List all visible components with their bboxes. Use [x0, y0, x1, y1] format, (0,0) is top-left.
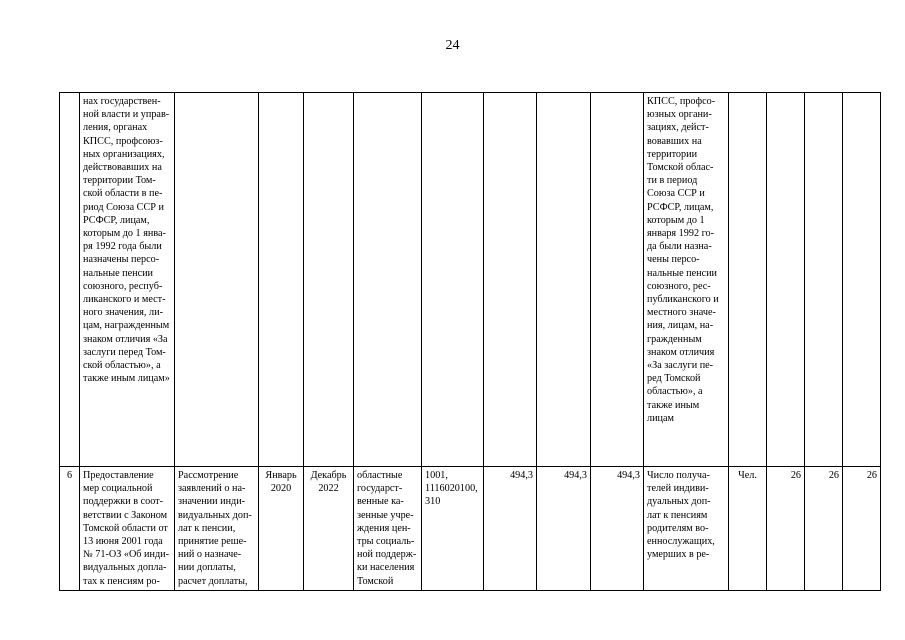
cell-end: Декабрь 2022: [304, 467, 354, 591]
table-row: [60, 467, 881, 591]
cell-name: нах государствен- ной власти и управ- ления, органах КПСС, профсоюз- ных организациях, действовавших на территории Том- ской области в пе- риод Союза ССР и РСФСР, лицам, которым до 1 янва- ря 1992 года были назначены персо- нальные пенсии союзного, респуб- ликанского и мест- ного значения, ли- цам, награжденным знаком отличия «За заслуги перед Том- ской областью», а также иным лицам»: [80, 93, 175, 467]
cell-indicator: КПСС, профсо- юзных органи- зациях, дейст- вовавших на территории Томской облас- ти в период Союза ССР и РСФСР, лицам, которым до 1 января 1992 го- да были назна- чены персо- нальные пенсии союзного, рес- публиканского и местного значе- ния, лицам, на- гражденным знаком отличия «За заслуги пе- ред Томской областью», а также иным лицам: [644, 93, 729, 467]
cell-name: Предоставление мер социальной поддержки в соот- ветствии с Законом Томской области от 13 июня 2001 года № 71-ОЗ «Об инди- видуальных допла- тах к пенсиям ро-: [80, 467, 175, 591]
program-table: [59, 92, 881, 591]
cell-num: 6: [60, 467, 80, 591]
cell-value-2: 494,3: [537, 467, 591, 591]
cell-action: Рассмотрение заявлений о на- значении инди- видуальных доп- лат к пенсии, принятие реше- ний о назначе- нии доплаты, расчет доплаты,: [175, 467, 259, 591]
cell-code: 1001, 1116020100, 310: [422, 467, 484, 591]
cell-target-3: [843, 93, 881, 467]
cell-executor: [354, 93, 422, 467]
cell-value-3: [591, 93, 644, 467]
cell-target-1: 26: [767, 467, 805, 591]
cell-num: [60, 93, 80, 467]
cell-value-3: 494,3: [591, 467, 644, 591]
cell-indicator: Число получа- телей индиви- дуальных доп- лат к пенсиям родителям во- еннослужащих, умерших в ре-: [644, 467, 729, 591]
cell-target-3: 26: [843, 467, 881, 591]
cell-target-2: 26: [805, 467, 843, 591]
cell-end: [304, 93, 354, 467]
table-row: [60, 93, 881, 467]
cell-action: [175, 93, 259, 467]
cell-value-1: 494,3: [484, 467, 537, 591]
cell-code: [422, 93, 484, 467]
cell-executor: областные государст- венные ка- зенные учре- ждения цен- тры социаль- ной поддерж- ки населения Томской: [354, 467, 422, 591]
cell-target-2: [805, 93, 843, 467]
cell-value-2: [537, 93, 591, 467]
cell-target-1: [767, 93, 805, 467]
cell-unit: Чел.: [729, 467, 767, 591]
cell-value-1: [484, 93, 537, 467]
cell-unit: [729, 93, 767, 467]
cell-start: [259, 93, 304, 467]
cell-start: Январь 2020: [259, 467, 304, 591]
page-number: 24: [445, 38, 460, 53]
